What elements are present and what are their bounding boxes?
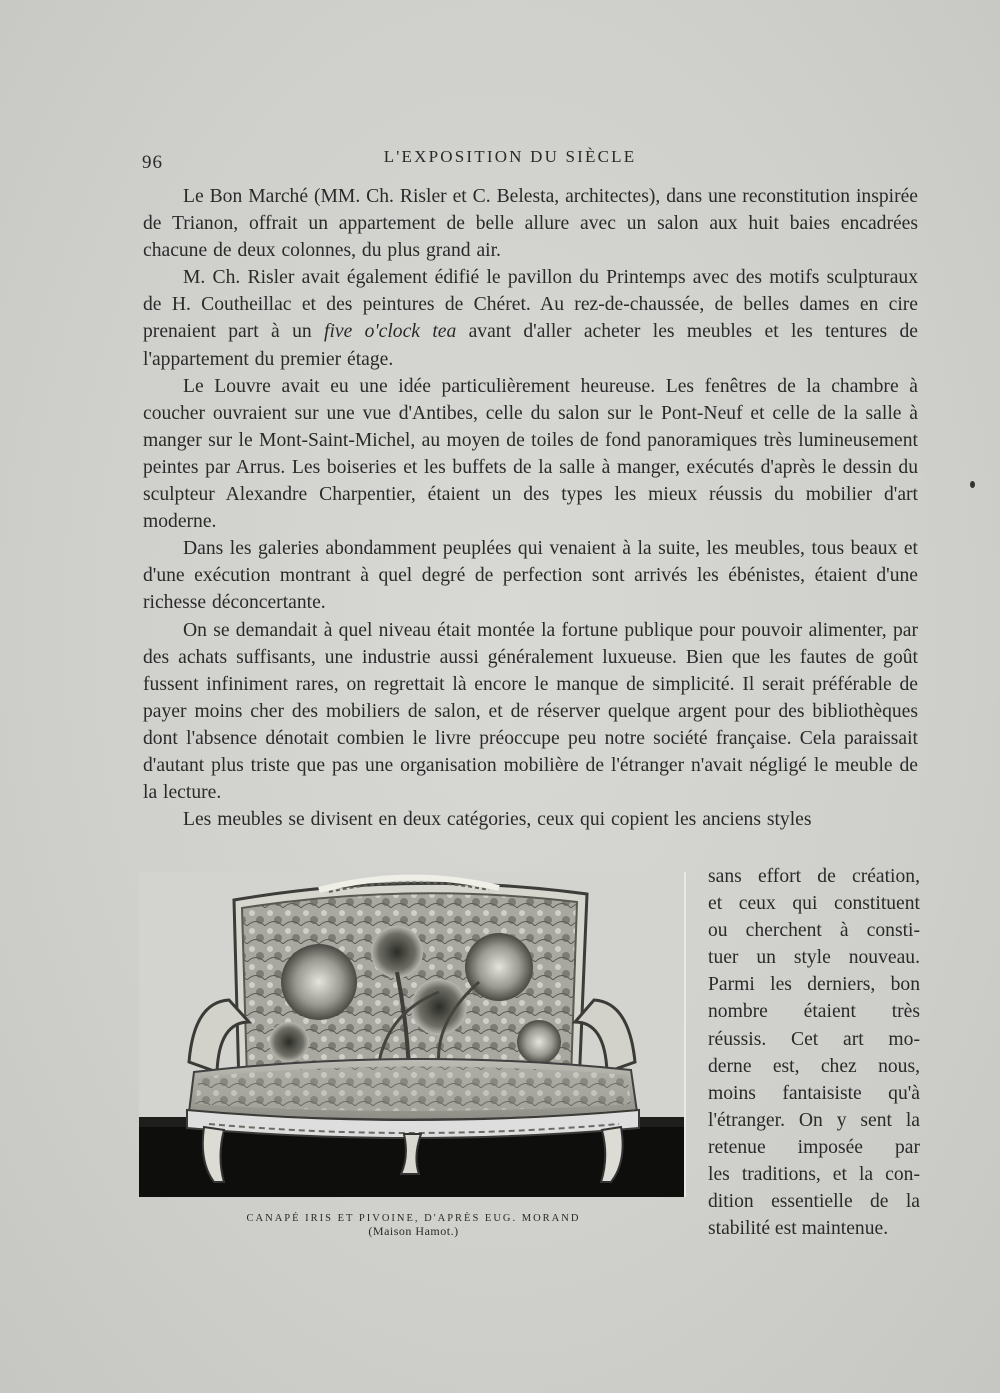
paragraph-galeries: Dans les galeries abondamment peuplées qui venaient à la suite, les meubles, tous beaux et d'une exécution montrant à quel degré de perfection sont arrivés les ébénistes, étaient d'une richesse déconcertante. xyxy=(143,538,918,614)
wrap-line: nombre étaient très xyxy=(708,1001,920,1023)
wrap-line: moins fantaisiste qu'à xyxy=(708,1082,920,1104)
caption-title: CANAPÉ IRIS ET PIVOINE, D'APRÈS EUG. MORAND xyxy=(246,1213,581,1224)
wrap-line: sans effort de création, xyxy=(708,866,920,887)
paragraph-categories-wrap xyxy=(708,863,920,1242)
caption-credit: (Maison Hamot.) xyxy=(368,1224,459,1238)
wrap-line: retenue imposée par xyxy=(708,1136,920,1158)
paragraph-louvre: Le Louvre avait eu une idée particulièrement heureuse. Les fenêtres de la chambre à coucher ouvraient sur une vue d'Antibes, celle du salon sur le Pont-Neuf et celle de la salle à manger sur le Mont-Saint-Michel, au moyen de toiles de fond panoramiques très lumineusement peintes par Arrus. Les boiseries et les buffets de la salle à manger, exécutés d'après le dessin du sculpteur Alexandre Charpentier, étaient un des types les mieux réussis du mobilier d'art moderne. xyxy=(143,375,918,533)
figure-caption xyxy=(140,1213,687,1237)
five-oclock-tea: five o'clock tea xyxy=(324,321,457,343)
ink-speck xyxy=(970,481,975,488)
wrap-line: et ceux qui constituent xyxy=(708,893,920,915)
page-number: 96 xyxy=(142,152,163,173)
wrap-line: dition essentielle de la xyxy=(708,1191,920,1213)
wrap-line: stabilité est maintenue. xyxy=(708,1218,889,1240)
paragraph-bon-marche: Le Bon Marché (MM. Ch. Risler et C. Belesta, architectes), dans une reconstitution inspirée de Trianon, offrait un appartement de belle allure avec un salon aux huit baies encadrées chacune de deux colonnes, du plus grand air. xyxy=(143,186,918,262)
printemps-text-before: M. Ch. Risler avait également édifié le pavillon du Printemps avec des motifs sculpturaux de H. Coutheillac et des peintures de Chéret. Au rez-de-chaussée, de belles dames en cire prenaient part à un xyxy=(143,267,918,343)
printemps-text-after: avant d'aller acheter les meubles et les tentures de l'appartement du premier étage. xyxy=(143,321,918,370)
wrap-line: les traditions, et la con- xyxy=(708,1164,920,1186)
paragraph-fortune: On se demandait à quel niveau était montée la fortune publique pour pouvoir alimenter, par des achats suffisants, une industrie aussi généralement luxueuse. Bien que les fautes de goût fussent infiniment rares, on regrettait là encore le manque de simplicité. Il serait préférable de payer moins cher des mobiliers de salon, et de réserver quelque argent pour des bibliothèques dont l'absence dénotait combien le livre préoccupe peu notre société française. Cela paraissait d'autant plus triste que pas une organisation mobilière de l'étranger n'avait négligé le meuble de la lecture. xyxy=(143,619,918,804)
wrap-line: Parmi les derniers, bon xyxy=(708,974,920,996)
wrap-line: réussis. Cet art mo- xyxy=(708,1028,920,1050)
wrap-line: tuer un style nouveau. xyxy=(708,947,920,969)
running-title: L'EXPOSITION DU SIÈCLE xyxy=(383,147,637,166)
main-text xyxy=(143,183,918,833)
wrap-line: l'étranger. On y sent la xyxy=(708,1109,920,1131)
sofa-photograph xyxy=(139,872,686,1197)
wrap-line: ou cherchent à consti- xyxy=(708,920,920,942)
paragraph-printemps xyxy=(143,264,918,372)
paragraph-categories-first-line: Les meubles se divisent en deux catégories, ceux qui copient les anciens styles xyxy=(183,809,812,831)
sofa-illustration xyxy=(139,872,686,1197)
wrap-line: derne est, chez nous, xyxy=(708,1055,920,1077)
